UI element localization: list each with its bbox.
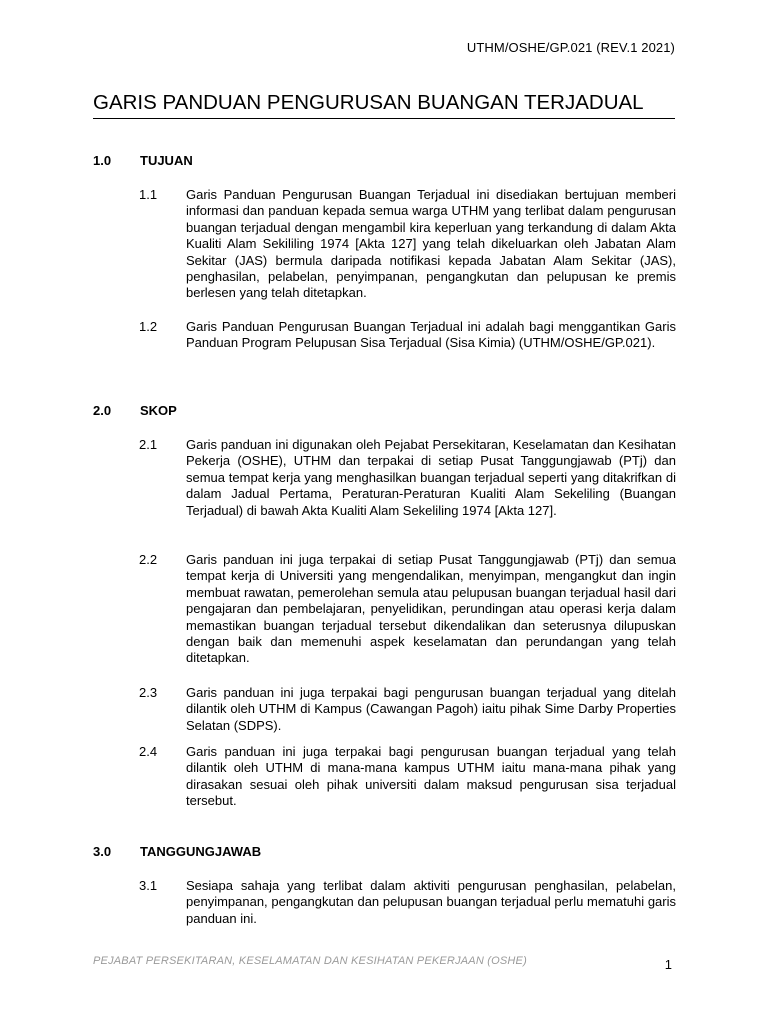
clause-2-4 [139, 744, 676, 810]
clause-text: Garis panduan ini digunakan oleh Pejabat Persekitaran, Keselamatan dan Kesihatan Pekerja (OSHE), UTHM dan terpakai di setiap Pusat Tanggungjawab (PTj) dan semua tempat kerja yang menghasilkan buangan terjadual seperti yang ditakrifkan di dalam Jadual Pertama, Peraturan-Peraturan Kualiti Alam Sekeliling (Buangan Terjadual) di bawah Akta Kualiti Alam Sekeliling 1974 [Akta 127]. [186, 437, 676, 518]
clause-number: 2.1 [139, 437, 158, 452]
clause-number: 3.1 [139, 878, 158, 893]
clause-3-1 [139, 878, 676, 927]
page-number: 1 [664, 957, 672, 972]
section-title: SKOP [140, 403, 177, 418]
section-heading-skop [93, 403, 177, 418]
clause-number: 2.2 [139, 552, 158, 567]
section-title: TUJUAN [140, 153, 193, 168]
clause-text: Garis panduan ini juga terpakai bagi pengurusan buangan terjadual yang ditelah dilantik oleh UTHM di Kampus (Cawangan Pagoh) iaitu pihak Sime Darby Properties Selatan (SDPS). [186, 685, 676, 733]
clause-text: Garis Panduan Pengurusan Buangan Terjadual ini disediakan bertujuan memberi informasi dan panduan kepada semua warga UTHM yang terlibat dalam pengurusan buangan terjadual dengan mengambil kira keperluan yang terkandung di dalam Akta Kualiti Alam Sekililing 1974 [Akta 127] yang telah dikeluarkan oleh Jabatan Alam Sekitar (JAS) bermula daripada notifikasi kepada Jabatan Alam Sekitar (JAS), penghasilan, pelabelan, penyimpanan, pengangkutan dan pelupusan ke premis berlesen yang telah ditetapkan. [186, 187, 676, 301]
clause-number: 1.2 [139, 319, 158, 334]
clause-text: Garis panduan ini juga terpakai di setiap Pusat Tanggungjawab (PTj) dan semua tempat kerja di Universiti yang mengendalikan, menyimpan, mengangkut dan ingin membuat rawatan, pemerolehan semula atau pelupusan buangan terjadual hasil dari pengajaran dan pembelajaran, penyelidikan, perundingan atau operasi kerja dalam memastikan buangan terjadual tersebut dikendalikan dan seterusnya dilupuskan dengan baik dan memenuhi aspek keselamatan dan perundangan yang telah ditetapkan. [186, 552, 676, 666]
document-title: GARIS PANDUAN PENGURUSAN BUANGAN TERJADUAL [93, 90, 675, 119]
clause-1-2 [139, 319, 676, 352]
clause-text: Garis panduan ini juga terpakai bagi pengurusan buangan terjadual yang telah dilantik oleh UTHM di mana-mana kampus UTHM iaitu mana-mana pihak yang dirasakan sesuai oleh pihak universiti dalam maksud pengurusan sisa terjadual tersebut. [186, 744, 676, 809]
section-heading-tanggungjawab [93, 844, 261, 859]
footer-department: PEJABAT PERSEKITARAN, KESELAMATAN DAN KESIHATAN PEKERJAAN (OSHE) [93, 955, 527, 967]
section-title: TANGGUNGJAWAB [140, 844, 262, 859]
section-number: 3.0 [93, 844, 112, 859]
section-heading-tujuan [93, 153, 193, 168]
clause-2-1 [139, 437, 676, 519]
clause-text: Garis Panduan Pengurusan Buangan Terjadual ini adalah bagi menggantikan Garis Panduan Program Pelupusan Sisa Terjadual (Sisa Kimia) (UTHM/OSHE/GP.021). [186, 319, 676, 351]
section-number: 2.0 [93, 403, 112, 418]
clause-text: Sesiapa sahaja yang terlibat dalam aktiviti pengurusan penghasilan, pelabelan, penyimpanan, pengangkutan dan pelupusan buangan terjadual perlu mematuhi garis panduan ini. [186, 878, 676, 926]
document-code: UTHM/OSHE/GP.021 (REV.1 2021) [466, 40, 675, 55]
clause-number: 1.1 [139, 187, 158, 202]
clause-2-2 [139, 552, 676, 667]
section-number: 1.0 [93, 153, 112, 168]
clause-number: 2.3 [139, 685, 158, 700]
clause-number: 2.4 [139, 744, 158, 759]
clause-2-3 [139, 685, 676, 734]
clause-1-1 [139, 187, 676, 302]
